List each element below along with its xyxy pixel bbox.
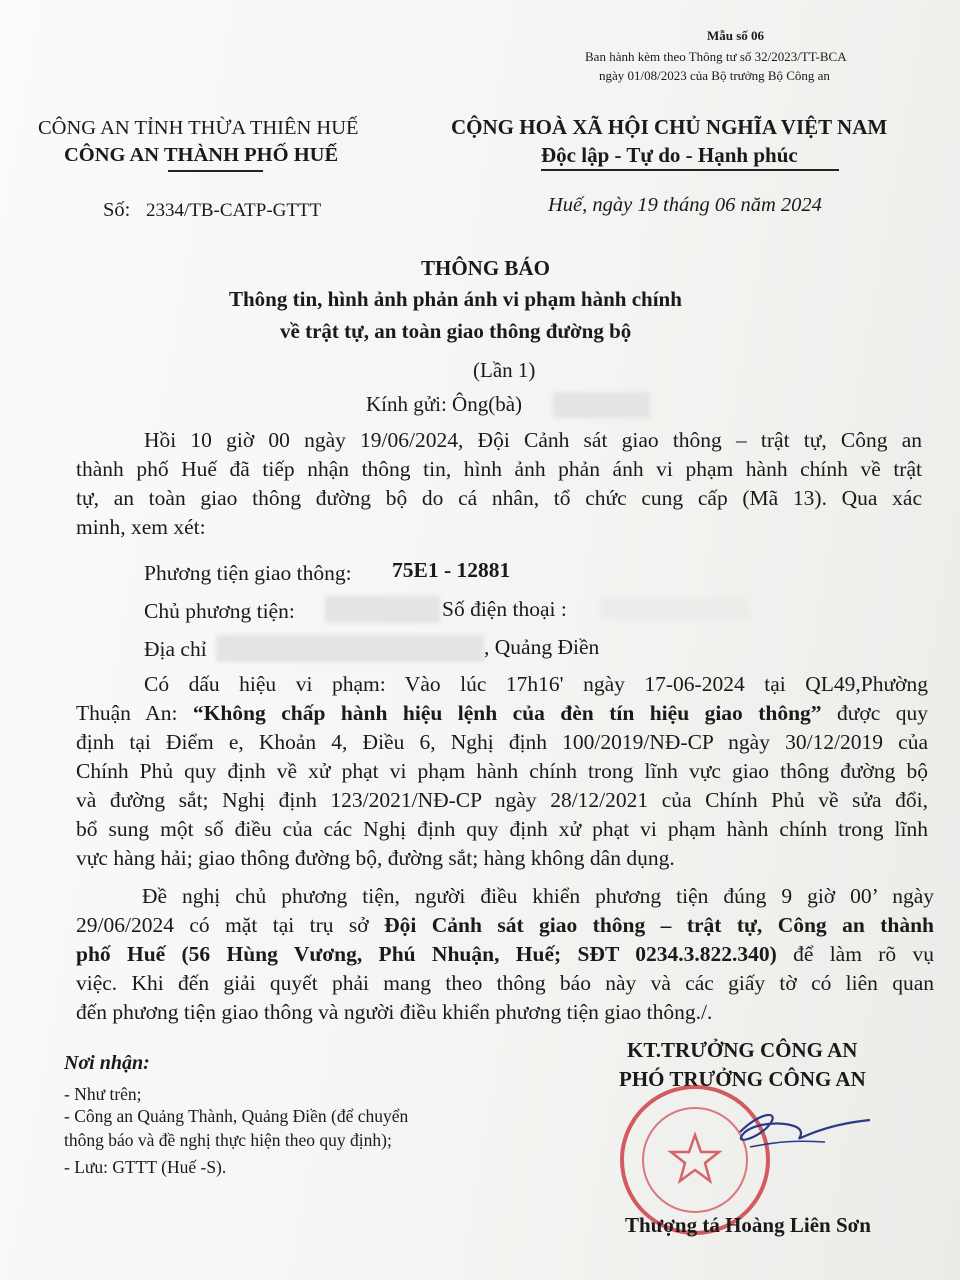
recipient-item: thông báo và đề nghị thực hiện theo quy định); — [64, 1130, 392, 1150]
violation-line: bổ sung một số điều của các Nghị định quy định xử phạt vi phạm hành chính trong lĩnh — [76, 817, 928, 841]
signer-title-2: PHÓ TRƯỞNG CÔNG AN — [619, 1067, 866, 1091]
doc-round: (Lần 1) — [473, 358, 536, 382]
address-label: Địa chỉ — [144, 637, 207, 661]
redacted-owner-name — [325, 596, 440, 623]
request-line-2 — [76, 911, 934, 940]
owner-label: Chủ phương tiện: — [144, 599, 295, 623]
request-line: Đề nghị chủ phương tiện, người điều khiển phương tiện đúng 9 giờ 00’ ngày — [142, 884, 934, 908]
agency-parent: CÔNG AN TỈNH THỪA THIÊN HUẾ — [38, 117, 359, 139]
request-address: phố Huế (56 Hùng Vương, Phú Nhuận, Huế; SĐT 0234.3.822.340) — [76, 942, 777, 966]
phone-label: Số điện thoại : — [442, 597, 567, 621]
doc-number-label: Số: — [103, 199, 131, 221]
intro-line: tự, an toàn giao thông đường bộ do cá nhân, tổ chức cung cấp (Mã 13). Qua xác — [76, 486, 922, 510]
vehicle-plate: 75E1 - 12881 — [392, 558, 511, 582]
doc-title: THÔNG BÁO — [421, 256, 550, 280]
intro-paragraph — [76, 426, 922, 542]
form-number: Mẫu số 06 — [707, 28, 765, 43]
violation-place: Thuận An: — [76, 701, 178, 725]
handwritten-signature-icon — [700, 1092, 900, 1172]
violation-line: vực hàng hải; giao thông đường bộ, đường sắt; hàng không dân dụng. — [76, 846, 675, 870]
address-district: , Quảng Điền — [484, 635, 600, 659]
request-purpose: để làm rõ vụ — [793, 942, 934, 966]
violation-line: Có dấu hiệu vi phạm: Vào lúc 17h16' ngày 17-06-2024 tại QL49,Phường — [144, 672, 928, 696]
violation-tail: được quy — [837, 701, 928, 725]
request-office: Đội Cảnh sát giao thông – trật tự, Công an thành — [384, 913, 934, 937]
recipient-item: - Như trên; — [64, 1084, 142, 1104]
nation-name: CỘNG HOÀ XÃ HỘI CHỦ NGHĨA VIỆT NAM — [451, 115, 888, 139]
violation-line-2 — [76, 699, 928, 728]
signer-name: Thượng tá Hoàng Liên Sơn — [625, 1213, 871, 1237]
request-line-3 — [76, 940, 934, 969]
redacted-phone — [600, 598, 750, 620]
violation-line: định tại Điểm e, Khoản 4, Điều 6, Nghị định 100/2019/NĐ-CP ngày 30/12/2019 của — [76, 730, 928, 754]
nation-motto: Độc lập - Tự do - Hạnh phúc — [541, 143, 798, 167]
recipient-salutation: Kính gửi: Ông(bà) — [366, 392, 523, 416]
doc-subtitle-1: Thông tin, hình ảnh phản ánh vi phạm hành chính — [229, 287, 682, 311]
intro-line: thành phố Huế đã tiếp nhận thông tin, hình ảnh phản ánh vi phạm hành chính về trật — [76, 457, 922, 481]
violation-offence: “Không chấp hành hiệu lệnh của đèn tín hiệu giao thông” — [192, 701, 822, 725]
redacted-address — [216, 635, 484, 662]
recipients-label: Nơi nhận: — [64, 1052, 150, 1074]
recipient-item: - Công an Quảng Thành, Quảng Điền (để chuyển — [64, 1106, 409, 1126]
vehicle-label: Phương tiện giao thông: — [144, 561, 352, 585]
intro-line: Hồi 10 giờ 00 ngày 19/06/2024, Đội Cảnh sát giao thông – trật tự, Công an — [144, 428, 922, 452]
form-issued-line1: Ban hành kèm theo Thông tư số 32/2023/TT-BCA — [585, 49, 847, 64]
agency-name: CÔNG AN THÀNH PHỐ HUẾ — [64, 144, 339, 166]
request-paragraph — [76, 882, 934, 1027]
violation-line: và đường sắt; Nghị định 123/2021/NĐ-CP ngày 28/12/2021 của Chính Phủ về sửa đổi, — [76, 788, 928, 812]
doc-subtitle-2: về trật tự, an toàn giao thông đường bộ — [280, 319, 632, 343]
recipient-item: - Lưu: GTTT (Huế -S). — [64, 1157, 227, 1177]
intro-line: minh, xem xét: — [76, 515, 206, 539]
signer-title-1: KT.TRƯỞNG CÔNG AN — [627, 1038, 858, 1062]
place-date: Huế, ngày 19 tháng 06 năm 2024 — [548, 194, 822, 216]
redacted-recipient-name — [553, 392, 650, 418]
request-line: việc. Khi đến giải quyết phải mang theo thông báo này và các giấy tờ có liên quan — [76, 971, 934, 995]
form-issued-line2: ngày 01/08/2023 của Bộ trưởng Bộ Công an — [599, 68, 830, 83]
doc-number: 2334/TB-CATP-GTTT — [146, 200, 322, 221]
request-date: 29/06/2024 có mặt tại trụ sở — [76, 913, 369, 937]
agency-underline — [168, 170, 263, 172]
violation-line: Chính Phủ quy định về xử phạt vi phạm hành chính trong lĩnh vực giao thông đường bộ — [76, 759, 928, 783]
motto-underline — [541, 169, 839, 171]
request-line: đến phương tiện giao thông và người điều khiển phương tiện giao thông./. — [76, 1000, 713, 1024]
violation-paragraph — [76, 670, 928, 873]
